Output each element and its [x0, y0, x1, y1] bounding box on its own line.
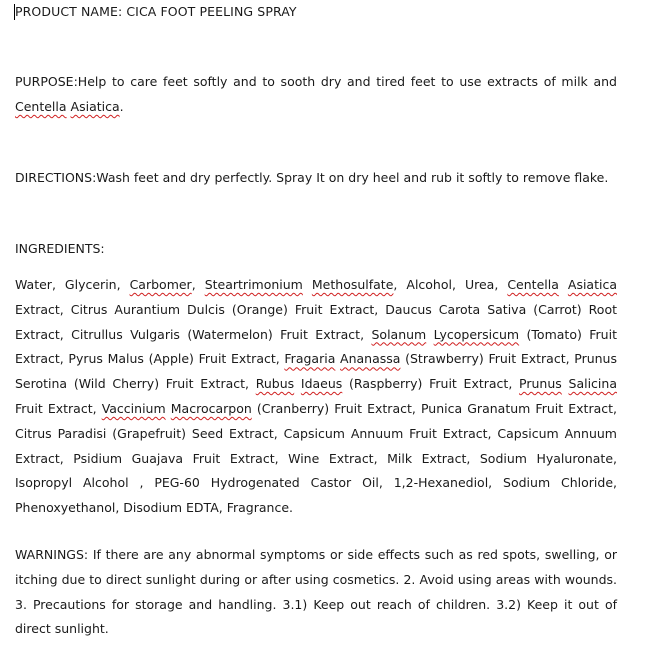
spelling-flag-word[interactable]: Vaccinium: [101, 400, 166, 416]
ingredients-text: ,: [191, 277, 205, 292]
ingredients-text: [559, 277, 568, 292]
spelling-flag-word[interactable]: Fragaria: [284, 351, 336, 367]
spelling-flag-word[interactable]: Asiatica: [567, 277, 617, 292]
spelling-flag-word[interactable]: Ananassa: [340, 351, 401, 367]
spelling-flag-word[interactable]: Rubus: [255, 376, 295, 392]
spelling-flag-word[interactable]: Centella: [15, 98, 67, 114]
spelling-flag-word[interactable]: Carbomer: [129, 277, 192, 292]
ingredients-text: [426, 327, 433, 342]
product-name-line[interactable]: PRODUCT NAME: CICA FOOT PEELING SPRAY: [15, 4, 297, 19]
purpose-label: PURPOSE:: [15, 74, 78, 89]
spelling-flag-word[interactable]: Centella: [507, 277, 559, 292]
ingredients-text: Water, Glycerin,: [15, 277, 130, 292]
spelling-flag-word[interactable]: Steartrimonium: [204, 277, 303, 292]
ingredients-text: [294, 376, 301, 391]
spelling-flag-word[interactable]: Idaeus: [300, 376, 343, 392]
ingredients-text: , Alcohol, Urea,: [393, 277, 508, 292]
spelling-flag-word[interactable]: Salicina: [568, 376, 617, 392]
ingredients-text: [562, 376, 569, 391]
spelling-flag-word[interactable]: Macrocarpon: [170, 400, 252, 416]
warnings-paragraph[interactable]: [15, 543, 617, 642]
spelling-flag-word[interactable]: Lycopersicum: [433, 326, 520, 342]
spelling-flag-word[interactable]: Solanum: [371, 326, 427, 342]
ingredients-text: Fruit Extract,: [15, 400, 102, 416]
directions-label: DIRECTIONS:: [15, 170, 97, 185]
ingredients-text: (Cranberry) Fruit Extract, Punica Granatum Fruit Extract, Citrus Paradisi (Grapefruit) Seed Extract, Capsicum Annuum Fruit Extract, Capsicum Annuum Extract, Psidium Guajava Fruit Extract, Wine Extract, Milk Extract, Sodium Hyaluronate, Isopropyl Alcohol , PEG-60 Hydrogenated Castor Oil, 1,2-Hexanediol, Sodium Chloride, Phenoxyethanol, Disodium EDTA, Fragrance.: [15, 400, 617, 516]
spelling-flag-word[interactable]: Methosulfate: [311, 277, 394, 292]
ingredients-text: Extract, Citrus Aurantium Dulcis (Orange) Fruit Extract, Daucus Carota Sativa (Carrot) Root Extract, Citrullus Vulgaris (Watermelon) Fruit Extract,: [15, 301, 617, 342]
ingredients-text: (Raspberry) Fruit Extract,: [342, 376, 520, 392]
warnings-label: WARNINGS:: [15, 547, 93, 562]
ingredients-text: (Strawberry) Fruit Extract, Prunus Serotina (Wild Cherry) Fruit Extract,: [15, 351, 617, 392]
spelling-flag-word[interactable]: Prunus: [519, 376, 562, 392]
ingredients-heading[interactable]: INGREDIENTS:: [15, 241, 105, 256]
ingredients-text: [303, 277, 312, 292]
ingredients-text: (Tomato) Fruit Extract, Pyrus Malus (Apple) Fruit Extract,: [15, 326, 617, 367]
purpose-paragraph[interactable]: [15, 70, 617, 120]
purpose-text: Help to care feet softly and to sooth dry and tired feet to use extracts of milk and: [77, 74, 617, 89]
directions-paragraph[interactable]: [15, 166, 617, 191]
ingredients-paragraph[interactable]: [15, 273, 617, 521]
directions-text: Wash feet and dry perfectly. Spray It on dry heel and rub it softly to remove flake.: [96, 170, 609, 185]
warnings-text: If there are any abnormal symptoms or side effects such as red spots, swelling, or itching due to direct sunlight during or after using cosmetics. 2. Avoid using areas with wounds. 3. Precautions for storage and handling. 3.1) Keep out reach of children. 3.2) Keep it out of direct sunlight.: [15, 547, 617, 637]
spelling-flag-word[interactable]: Asiatica: [70, 98, 120, 114]
purpose-text: .: [119, 98, 124, 114]
